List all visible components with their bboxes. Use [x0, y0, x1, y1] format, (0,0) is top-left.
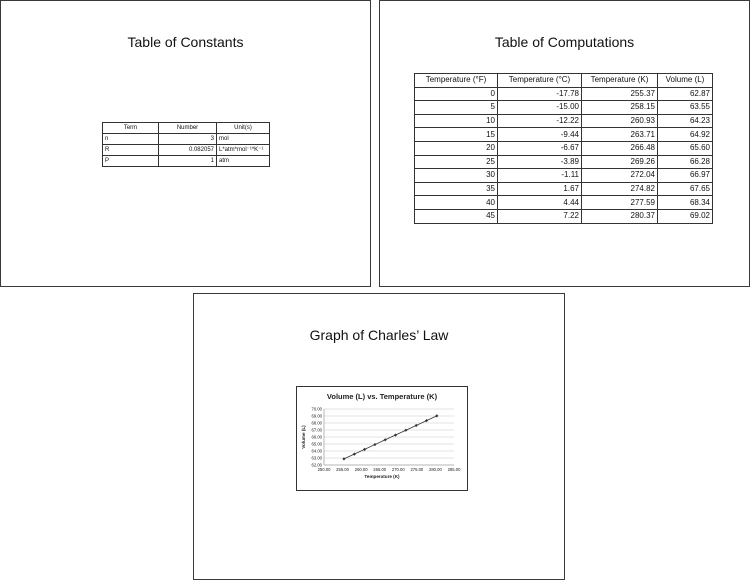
celsius-cell: -6.67: [498, 141, 582, 155]
kelvin-cell: 269.26: [582, 155, 658, 169]
slide-title: Table of Computations: [494, 34, 635, 50]
fahrenheit-cell: 40: [415, 196, 498, 210]
data-point: [353, 453, 356, 456]
column-header: Unit(s): [217, 123, 270, 134]
volume-cell: 66.97: [658, 169, 713, 183]
x-tick-label: 260.00: [354, 467, 368, 472]
table-header-row: [415, 74, 713, 88]
x-tick-label: 255.00: [336, 467, 349, 472]
fahrenheit-cell: 15: [415, 128, 498, 142]
fahrenheit-cell: 5: [415, 101, 498, 115]
celsius-cell: 7.22: [498, 209, 582, 223]
table-row: [103, 145, 270, 156]
kelvin-cell: 280.37: [582, 209, 658, 223]
x-tick-label: 250.00: [317, 467, 331, 472]
kelvin-cell: 277.59: [582, 196, 658, 210]
volume-cell: 65.60: [658, 141, 713, 155]
table-row: [415, 182, 713, 196]
volume-cell: 68.34: [658, 196, 713, 210]
volume-cell: 64.92: [658, 128, 713, 142]
celsius-cell: -17.78: [498, 87, 582, 101]
column-header: Temperature (K): [582, 74, 658, 88]
table-row: [103, 156, 270, 167]
series-line: [344, 416, 437, 459]
fahrenheit-cell: 35: [415, 182, 498, 196]
y-tick-label: 66.00: [311, 434, 322, 440]
fahrenheit-cell: 25: [415, 155, 498, 169]
x-tick-label: 275.00: [410, 467, 424, 472]
chart: [296, 386, 468, 491]
x-tick-label: 265.00: [373, 467, 387, 472]
kelvin-cell: 260.93: [582, 114, 658, 128]
fahrenheit-cell: 45: [415, 209, 498, 223]
y-tick-label: 64.00: [311, 448, 322, 454]
number-cell: 0.082057: [159, 145, 217, 156]
celsius-cell: -12.22: [498, 114, 582, 128]
computations-table: [414, 73, 713, 224]
data-point: [384, 438, 387, 441]
y-tick-label: 67.00: [311, 427, 322, 433]
term-cell: P: [103, 156, 159, 167]
fahrenheit-cell: 20: [415, 141, 498, 155]
term-cell: R: [103, 145, 159, 156]
column-header: Temperature (°F): [415, 74, 498, 88]
celsius-cell: -15.00: [498, 101, 582, 115]
table-row: [415, 114, 713, 128]
x-axis-label: Temperature (K): [364, 474, 400, 479]
kelvin-cell: 266.48: [582, 141, 658, 155]
kelvin-cell: 255.37: [582, 87, 658, 101]
slide-title: Table of Constants: [127, 34, 244, 50]
column-header: Volume (L): [658, 74, 713, 88]
column-header: Number: [159, 123, 217, 134]
table-row: [415, 155, 713, 169]
table-row: [415, 169, 713, 183]
celsius-cell: 4.44: [498, 196, 582, 210]
table-row: [415, 101, 713, 115]
table-row: [415, 128, 713, 142]
table-row: [103, 134, 270, 145]
y-tick-label: 62.00: [311, 462, 322, 468]
volume-cell: 66.28: [658, 155, 713, 169]
column-header: Term: [103, 123, 159, 134]
unit-cell: atm: [217, 156, 270, 167]
data-point: [363, 448, 366, 451]
data-point: [425, 419, 428, 422]
slide-constants[interactable]: [0, 0, 371, 287]
term-cell: n: [103, 134, 159, 145]
data-point: [415, 424, 418, 427]
kelvin-cell: 258.15: [582, 101, 658, 115]
volume-cell: 62.87: [658, 87, 713, 101]
y-tick-label: 65.00: [311, 441, 322, 447]
slide-title: Graph of Charles’ Law: [309, 327, 449, 343]
kelvin-cell: 274.82: [582, 182, 658, 196]
celsius-cell: -1.11: [498, 169, 582, 183]
table-row: [415, 87, 713, 101]
table-row: [415, 209, 713, 223]
y-tick-label: 69.00: [311, 413, 322, 419]
fahrenheit-cell: 0: [415, 87, 498, 101]
data-point: [404, 429, 407, 432]
volume-cell: 67.65: [658, 182, 713, 196]
fahrenheit-cell: 10: [415, 114, 498, 128]
data-point: [373, 443, 376, 446]
celsius-cell: -3.89: [498, 155, 582, 169]
y-axis-label: Volume (L): [301, 425, 306, 449]
fahrenheit-cell: 30: [415, 169, 498, 183]
constants-table: [102, 122, 270, 167]
column-header: Temperature (°C): [498, 74, 582, 88]
volume-cell: 64.23: [658, 114, 713, 128]
volume-cell: 63.55: [658, 101, 713, 115]
chart-title: Volume (L) vs. Temperature (K): [326, 392, 438, 401]
x-tick-label: 280.00: [429, 467, 442, 472]
number-cell: 3: [159, 134, 217, 145]
x-tick-label: 285.00: [447, 467, 461, 472]
unit-cell: mol: [217, 134, 270, 145]
x-tick-label: 270.00: [391, 467, 405, 472]
volume-cell: 69.02: [658, 209, 713, 223]
kelvin-cell: 263.71: [582, 128, 658, 142]
slide-graph[interactable]: [193, 293, 565, 580]
unit-cell: L*atm*mol⁻¹*K⁻¹: [217, 145, 270, 156]
celsius-cell: -9.44: [498, 128, 582, 142]
slide-computations[interactable]: [379, 0, 750, 287]
table-header-row: [103, 123, 270, 134]
y-tick-label: 68.00: [311, 420, 322, 426]
number-cell: 1: [159, 156, 217, 167]
table-row: [415, 141, 713, 155]
data-point: [394, 433, 397, 436]
y-tick-label: 70.00: [311, 406, 322, 412]
table-row: [415, 196, 713, 210]
kelvin-cell: 272.04: [582, 169, 658, 183]
celsius-cell: 1.67: [498, 182, 582, 196]
data-point: [435, 414, 438, 417]
chart-svg: [297, 387, 467, 490]
y-tick-label: 63.00: [311, 455, 322, 461]
